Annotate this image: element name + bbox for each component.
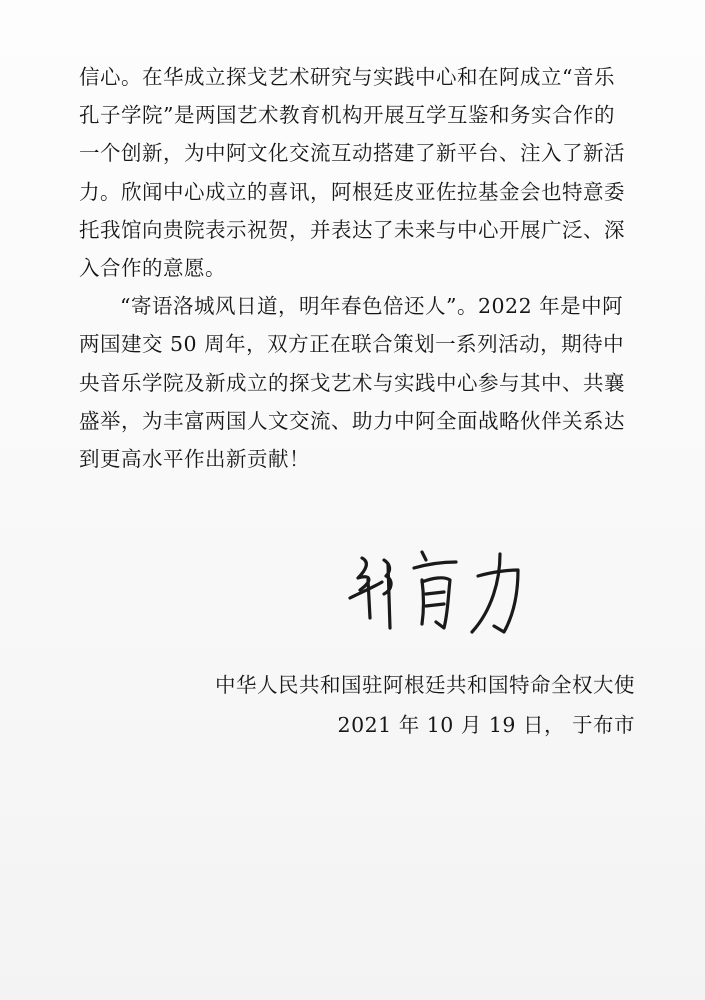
paragraph-2-line-4: 盛举，为丰富两国人文交流、助力中阿全面战略伙伴关系达: [79, 408, 625, 433]
paragraph-1-line-4: 力。欣闻中心成立的喜讯，阿根廷皮亚佐拉基金会也特意委: [79, 179, 625, 204]
paragraph-2-line-3: 央音乐学院及新成立的探戈艺术与实践中心参与其中、共襄: [79, 370, 625, 395]
paragraph-1-line-5: 托我馆向贵院表示祝贺，并表达了未来与中心开展广泛、深: [79, 217, 625, 242]
paragraph-1-line-2: 孔子学院”是两国艺术教育机构开展互学互鉴和务实合作的: [79, 103, 615, 128]
paragraph-1-line-3: 一个创新，为中阿文化交流互动搭建了新平台、注入了新活: [79, 141, 625, 166]
paragraph-2-line-2: 两国建交 50 周年，双方正在联合策划一系列活动，期待中: [79, 332, 625, 357]
date-place: 2021 年 10 月 19 日， 于布市: [337, 713, 635, 737]
paragraph-2-line-1: “寄语洛城风日道，明年春色倍还人”。2022 年是中阿: [120, 294, 624, 319]
paragraph-1-line-1: 信心。在华成立探戈艺术研究与实践中心和在阿成立“音乐: [79, 65, 615, 89]
paragraph-1-line-6: 入合作的意愿。: [79, 255, 226, 280]
paragraph-2-line-5: 到更高水平作出新贡献！: [79, 446, 310, 471]
handwritten-signature: [340, 540, 540, 650]
letter-body: [79, 58, 639, 478]
sender-title: 中华人民共和国驻阿根廷共和国特命全权大使: [215, 673, 635, 697]
